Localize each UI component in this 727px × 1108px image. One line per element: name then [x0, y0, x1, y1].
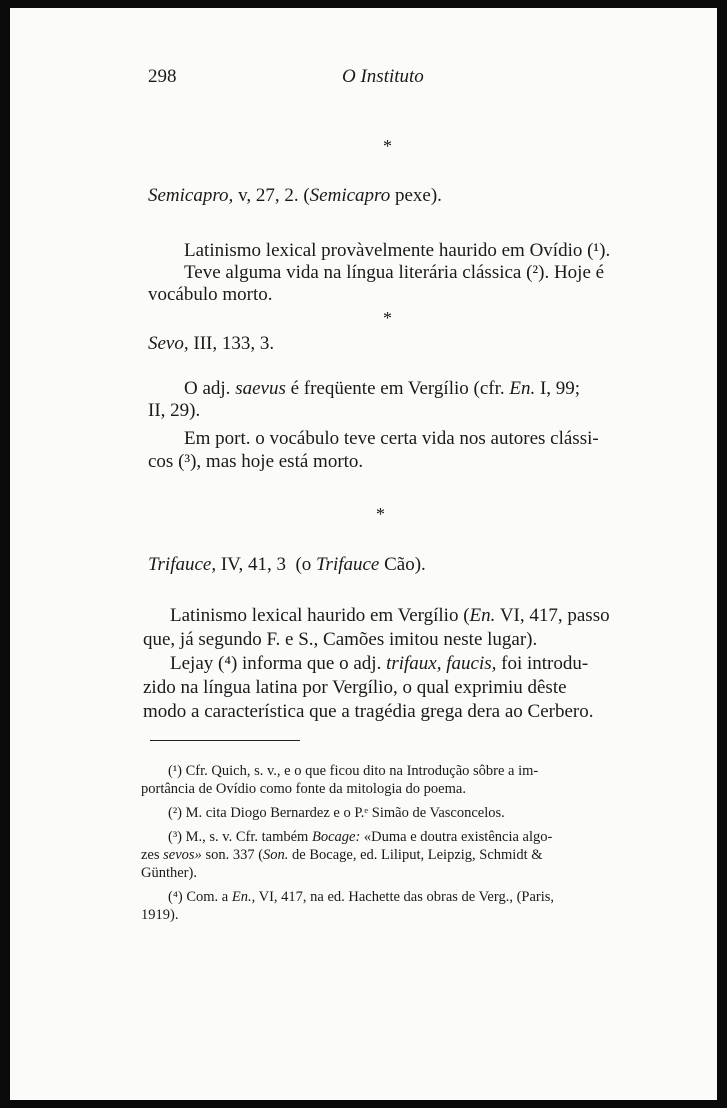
footnote-1: (¹) Cfr. Quich, s. v., e o que ficou dito na Introdução sôbre a im-: [168, 763, 539, 779]
entry-heading: [148, 333, 274, 355]
section-separator: *: [376, 504, 385, 524]
footnote-3: (³) M., s. v. Cfr. também Bocage: «Duma e doutra existência algo-: [168, 829, 553, 845]
footnote-1-cont: portância de Ovídio como fonte da mitologia do poema.: [141, 781, 466, 797]
paragraph-line: Lejay (⁴) informa que o adj. trifaux, faucis, foi introdu-: [170, 653, 589, 674]
page-number: 298: [148, 66, 177, 87]
footnote-divider: [150, 740, 300, 741]
reference: IV, 41, 3: [220, 554, 286, 575]
headword: Trifauce,: [148, 554, 217, 575]
paragraph-line: Latinismo lexical provàvelmente haurido em Ovídio (¹).: [184, 240, 611, 261]
running-title: O Instituto: [342, 66, 424, 87]
paragraph-line: vocábulo morto.: [148, 284, 273, 305]
section-separator: *: [383, 308, 392, 328]
book-page: [10, 8, 717, 1100]
reference: III, 133, 3.: [193, 333, 275, 354]
headword: Sevo,: [148, 333, 189, 354]
section-separator: *: [383, 136, 392, 156]
entry-heading: Semicapro, v, 27, 2. (Semicapro pexe).: [148, 185, 442, 206]
footnote-2: (²) M. cita Diogo Bernardez e o P.ᵉ Simão de Vasconcelos.: [168, 805, 505, 821]
paragraph-line: cos (³), mas hoje está morto.: [148, 451, 364, 472]
footnote-4: (⁴) Com. a En., VI, 417, na ed. Hachette das obras de Verg., (Paris,: [168, 889, 555, 905]
entry-heading: Trifauce, IV, 41, 3 (o Trifauce Cão).: [148, 554, 426, 575]
paragraph-line: que, já segundo F. e S., Camões imitou neste lugar).: [143, 629, 538, 650]
paragraph-line: Latinismo lexical haurido em Vergílio (En. VI, 417, passo: [170, 605, 610, 626]
headword: Semicapro,: [148, 185, 234, 206]
reference: v, 27, 2.: [238, 185, 299, 206]
footnote-3-cont: zes sevos» son. 337 (Son. de Bocage, ed. Liliput, Leipzig, Schmidt &: [141, 847, 543, 863]
paragraph-line: Teve alguma vida na língua literária clássica (²). Hoje é: [184, 262, 605, 283]
paragraph-line: II, 29).: [148, 400, 201, 421]
paragraph-line: zido na língua latina por Vergílio, o qual exprimiu dêste: [143, 677, 567, 698]
paragraph-line: O adj. saevus é freqüente em Vergílio (cfr. En. I, 99;: [184, 378, 581, 399]
paragraph-line: modo a característica que a tragédia grega dera ao Cerbero.: [143, 701, 594, 722]
footnote-3-cont: Günther).: [141, 865, 197, 881]
footnote-4-cont: 1919).: [141, 907, 179, 923]
paragraph-line: Em port. o vocábulo teve certa vida nos autores clássi-: [184, 428, 599, 449]
